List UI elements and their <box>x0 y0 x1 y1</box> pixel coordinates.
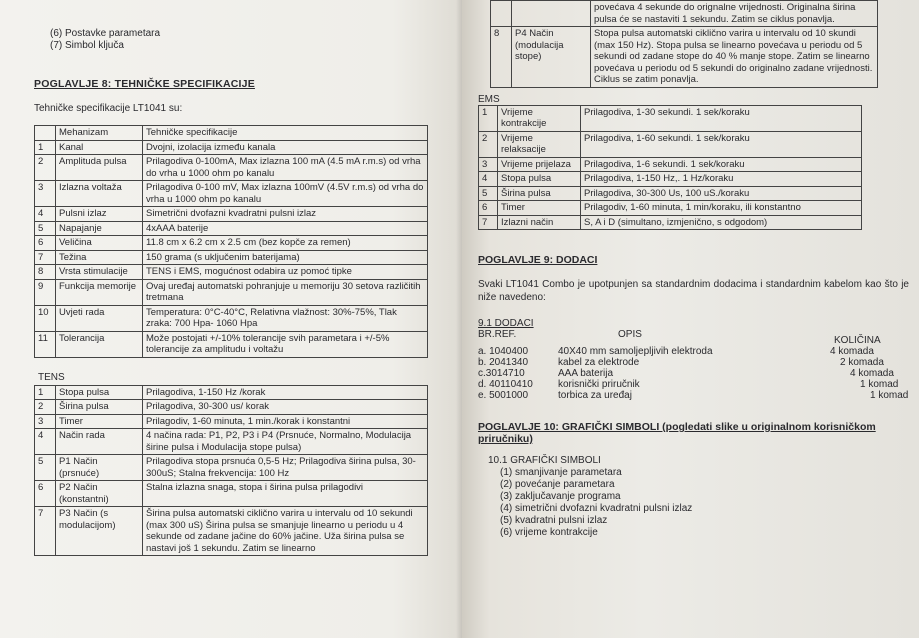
table-row <box>479 201 862 216</box>
accessory-ref: b. 2041340 <box>478 357 529 368</box>
row-name: Vrsta stimulacije <box>56 265 143 280</box>
row-number: 3 <box>35 414 56 429</box>
row-desc: 4 načina rada: P1, P2, P3 i P4 (Prsnuće, Normalno, Modulacija širine pulsa i Modulacija stope pulsa) <box>143 429 428 455</box>
row-number: 5 <box>479 186 498 201</box>
symbol-item: (4) simetrični dvofazni kvadratni pulsni izlaz <box>500 503 693 514</box>
chapter8-intro: Tehničke specifikacije LT1041 su: <box>34 103 183 114</box>
row-desc: Može postojati +/-10% tolerancije svih parametara i +/-5% tolerancije za amplitudu i voltažu <box>143 331 428 357</box>
row-number: 1 <box>479 105 498 131</box>
accessory-qty: 4 komada <box>850 368 894 379</box>
table-row <box>35 400 428 415</box>
row-number: 3 <box>35 181 56 207</box>
table-row <box>35 155 428 181</box>
symbols-list <box>500 467 909 539</box>
table-row <box>35 250 428 265</box>
row-number: 4 <box>479 172 498 187</box>
row-name: Vrijeme relaksacije <box>498 131 581 157</box>
table-row <box>35 385 428 400</box>
table-row <box>479 186 862 201</box>
row-number: 10 <box>35 305 56 331</box>
row-desc: Prilagodiva, 1-150 Hz /korak <box>143 385 428 400</box>
row-number: 2 <box>35 155 56 181</box>
tens-continued-table <box>490 0 878 88</box>
row-desc: Prilagodiva, 1-6 sekundi. 1 sek/koraku <box>581 157 862 172</box>
tens-label: TENS <box>38 371 65 383</box>
row-number: 7 <box>35 250 56 265</box>
symbol-item: (5) kvadratni pulsni izlaz <box>500 515 608 526</box>
row-desc: Prilagodiv, 1-60 minuta, 1 min./korak i konstantni <box>143 414 428 429</box>
row-name: P1 Način (prsnuće) <box>56 455 143 481</box>
row-number: 6 <box>35 481 56 507</box>
ems-label: EMS <box>478 93 500 105</box>
symbol-item: (1) smanjivanje parametara <box>500 467 622 478</box>
row-name: Vrijeme kontrakcije <box>498 105 581 131</box>
accessory-row <box>478 357 909 368</box>
row-number: 11 <box>35 331 56 357</box>
table-row <box>491 27 878 88</box>
row-name: Funkcija memorije <box>56 279 143 305</box>
row-name: Vrijeme prijelaza <box>498 157 581 172</box>
accessory-desc: 40X40 mm samoljepljivih elektroda <box>558 346 713 357</box>
ems-table <box>478 105 862 231</box>
row-name: Težina <box>56 250 143 265</box>
row-name: P4 Način (modulacija stope) <box>512 27 591 88</box>
row-number: 5 <box>35 455 56 481</box>
row-name: P2 Način (konstantni) <box>56 481 143 507</box>
table-row <box>35 331 428 357</box>
accessory-qty: 4 komada <box>830 346 874 357</box>
table-row <box>35 221 428 236</box>
row-number: 7 <box>479 215 498 230</box>
symbols-section-title: 10.1 GRAFIČKI SIMBOLI <box>488 455 601 466</box>
acc-header-desc: OPIS <box>618 329 642 340</box>
table-row <box>491 1 878 27</box>
row-name <box>512 1 591 27</box>
row-name: Širina pulsa <box>56 400 143 415</box>
table-row <box>479 172 862 187</box>
chapter9-title: POGLAVLJE 9: DODACI <box>478 254 598 266</box>
table-row <box>35 455 428 481</box>
accessory-qty: 2 komada <box>840 357 884 368</box>
symbol-item: (3) zaključavanje programa <box>500 491 621 502</box>
row-desc: Prilagodiva stopa prsnuća 0,5-5 Hz; Prilagodiva širina pulsa, 30-300uS; Stalna frekvencija: 100 Hz <box>143 455 428 481</box>
row-number: 3 <box>479 157 498 172</box>
row-number <box>491 1 512 27</box>
row-name: Izlazna voltaža <box>56 181 143 207</box>
row-name: Napajanje <box>56 221 143 236</box>
row-desc: 4xAAA baterije <box>143 221 428 236</box>
chapter9-intro: Svaki LT1041 Combo je upotpunjen sa standardnim dodacima i standardnim kabelom kao što je niže navedeno: <box>478 279 909 303</box>
row-name: Veličina <box>56 236 143 251</box>
row-desc: Temperatura: 0°C-40°C, Relativna vlažnost: 30%-75%, Tlak zraka: 700 Hpa- 1060 Hpa <box>143 305 428 331</box>
row-number: 6 <box>35 236 56 251</box>
row-name: Način rada <box>56 429 143 455</box>
row-name: Pulsni izlaz <box>56 207 143 222</box>
accessory-ref: d. 40110410 <box>478 379 533 390</box>
accessory-row <box>478 346 909 357</box>
acc-header-ref: BR.REF. <box>478 329 517 340</box>
table-row <box>479 157 862 172</box>
chapter8-title: POGLAVLJE 8: TEHNIČKE SPECIFIKACIJE <box>34 78 255 90</box>
accessory-ref: e. 5001000 <box>478 390 529 401</box>
symbol-item: (2) povećanje parametara <box>500 479 615 490</box>
row-number: 8 <box>491 27 512 88</box>
accessory-ref: c.3014710 <box>478 368 525 379</box>
spec-table <box>34 125 428 358</box>
row-number: 2 <box>35 400 56 415</box>
row-number: 1 <box>35 140 56 155</box>
table-row <box>35 140 428 155</box>
table-row <box>35 429 428 455</box>
row-desc: 11.8 cm x 6.2 cm x 2.5 cm (bez kopče za remen) <box>143 236 428 251</box>
accessory-qty: 1 komad <box>860 379 899 390</box>
accessory-ref: a. 1040400 <box>478 346 529 357</box>
intro-line: (7) Simbol ključa <box>50 40 124 51</box>
row-desc: Dvojni, izolacija između kanala <box>143 140 428 155</box>
table-row <box>35 181 428 207</box>
row-desc: povećava 4 sekunde do orignalne vrijednosti. Originalna širina pulsa će se nastaviti 1 sekundu. Zatim se ciklus ponavlja. <box>591 1 878 27</box>
row-desc: S, A i D (simultano, izmjenično, s odgodom) <box>581 215 862 230</box>
accessory-row <box>478 368 909 379</box>
row-number: 8 <box>35 265 56 280</box>
row-desc: Prilagodiva, 1-150 Hz,. 1 Hz/koraku <box>581 172 862 187</box>
chapter10-title: POGLAVLJE 10: GRAFIČKI SIMBOLI (pogledati slike u originalnom korisničkom priručniku) <box>478 421 876 445</box>
row-name: P3 Način (s modulacijom) <box>56 507 143 556</box>
row-desc: TENS i EMS, mogućnost odabira uz pomoć tipke <box>143 265 428 280</box>
row-name: Kanal <box>56 140 143 155</box>
right-page <box>462 0 919 638</box>
row-name: Tolerancija <box>56 331 143 357</box>
accessory-desc: kabel za elektrode <box>558 357 640 368</box>
row-number: 1 <box>35 385 56 400</box>
accessory-desc: korisnički priručnik <box>558 379 640 390</box>
row-number: 2 <box>479 131 498 157</box>
accessories-section-title: 9.1 DODACI <box>478 318 534 329</box>
row-desc: Prilagodiva 0-100mA, Max izlazna 100 mA (4.5 mA r.m.s) od vrha do vrha u 1000 ohm po kanalu <box>143 155 428 181</box>
row-desc: Ovaj uređaj automatski pohranjuje u memoriju 30 setova različitih tretmana <box>143 279 428 305</box>
row-name: Širina pulsa <box>498 186 581 201</box>
row-desc: Stalna izlazna snaga, stopa i širina pulsa prilagodivi <box>143 481 428 507</box>
tens-table <box>34 385 428 557</box>
table-row <box>35 207 428 222</box>
row-desc: Prilagodiva, 1-60 sekundi. 1 sek/koraku <box>581 131 862 157</box>
row-number: 9 <box>35 279 56 305</box>
accessory-desc: torbica za uređaj <box>558 390 632 401</box>
accessory-row <box>478 379 909 390</box>
acc-header-qty: KOLIČINA <box>834 335 881 346</box>
row-number: 6 <box>479 201 498 216</box>
table-row <box>35 507 428 556</box>
row-number: 7 <box>35 507 56 556</box>
row-number: 4 <box>35 429 56 455</box>
table-row <box>479 131 862 157</box>
row-number: 4 <box>35 207 56 222</box>
row-desc: Prilagodiva 0-100 mV, Max izlazna 100mV (4.5V r.m.s) od vrha do vrha u 1000 ohm po kanalu <box>143 181 428 207</box>
table-row <box>479 105 862 131</box>
table-row <box>35 279 428 305</box>
intro-line: (6) Postavke parametara <box>50 28 161 39</box>
table-row <box>35 265 428 280</box>
table-row <box>35 414 428 429</box>
table-row <box>35 236 428 251</box>
row-desc: Prilagodiv, 1-60 minuta, 1 min/koraku, ili konstantno <box>581 201 862 216</box>
row-desc: Stopa pulsa automatski ciklično varira u intervalu od 10 skundi (max 150 Hz). Stopa pulsa se linearno povećava u periodu od 5 sekundi od zadane stope do 40 % manje stope. Zatim se linearno povećava u periodu od 5 sekundi do originalno zadane vrijednosti. Ciklus se zatim ponavlja. <box>591 27 878 88</box>
row-desc: Širina pulsa automatski ciklično varira u intervalu od 10 sekundi (max 300 uS) Širina pulsa se smanjuje linearno u periodu u 4 sekunde od zadane jačine do 60% jačine. Uža širina pulsa se nastavi još 1 sekundu. Zatim se linearno <box>143 507 428 556</box>
row-name: Stopa pulsa <box>56 385 143 400</box>
row-number: 5 <box>35 221 56 236</box>
row-desc: Prilagodiva, 1-30 sekundi. 1 sek/koraku <box>581 105 862 131</box>
row-desc: Prilagodiva, 30-300 us/ korak <box>143 400 428 415</box>
spec-header-specs: Tehničke specifikacije <box>143 126 428 141</box>
spec-header-mechanism: Mehanizam <box>56 126 143 141</box>
spec-table-header <box>35 126 428 141</box>
row-name: Izlazni način <box>498 215 581 230</box>
accessories-header <box>478 329 909 346</box>
accessory-row <box>478 390 909 401</box>
row-desc: 150 grama (s uključenim baterijama) <box>143 250 428 265</box>
table-row <box>35 481 428 507</box>
row-name: Timer <box>56 414 143 429</box>
accessories-list <box>478 318 909 401</box>
accessory-qty: 1 komad <box>870 390 909 401</box>
symbol-item: (6) vrijeme kontrakcije <box>500 527 598 538</box>
row-name: Timer <box>498 201 581 216</box>
row-desc: Prilagodiva, 30-300 Us, 100 uS./koraku <box>581 186 862 201</box>
table-row <box>35 305 428 331</box>
accessory-desc: AAA baterija <box>558 368 614 379</box>
row-desc: Simetrični dvofazni kvadratni pulsni izlaz <box>143 207 428 222</box>
table-row <box>479 215 862 230</box>
row-name: Uvjeti rada <box>56 305 143 331</box>
row-name: Amplituda pulsa <box>56 155 143 181</box>
row-name: Stopa pulsa <box>498 172 581 187</box>
